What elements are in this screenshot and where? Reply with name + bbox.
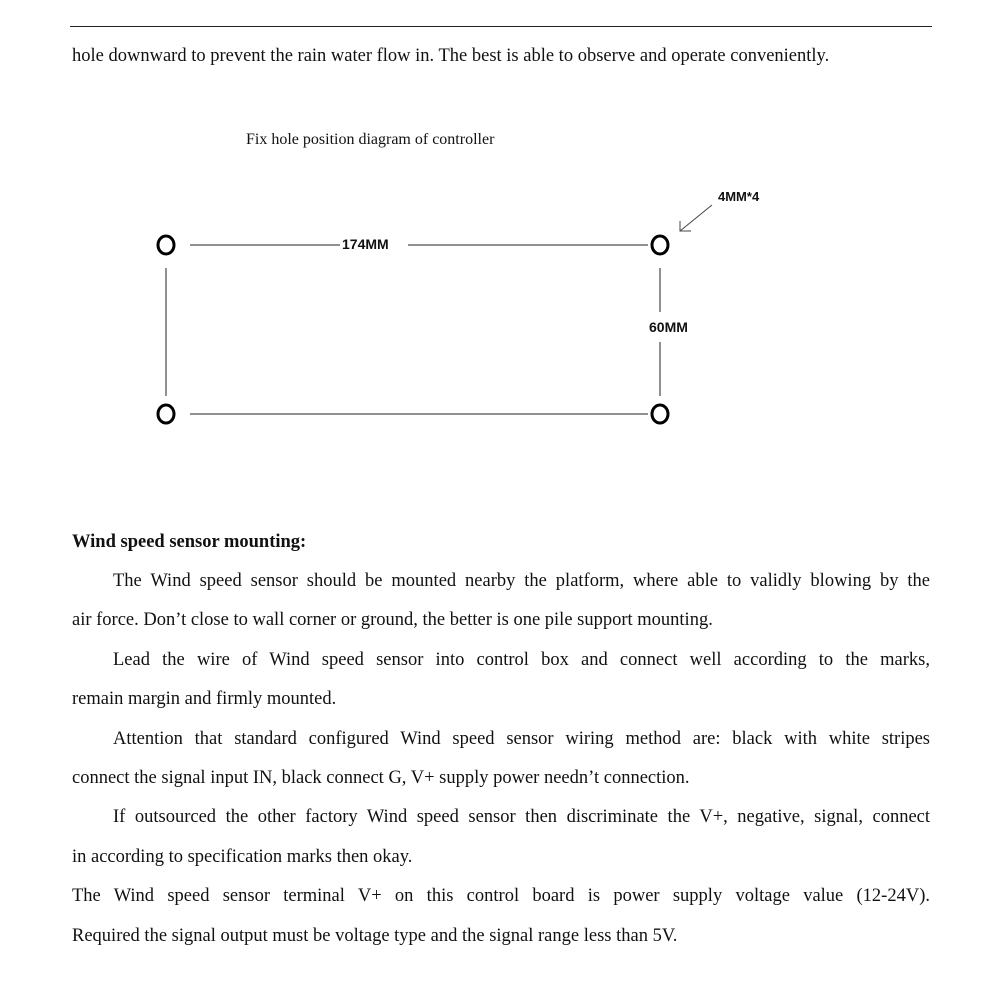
width-dimension-label: 174MM xyxy=(342,236,389,252)
body-line-5: Attention that standard configured Wind speed sensor wiring method are: black with white stripes xyxy=(113,729,930,749)
body-line-10: Required the signal output must be voltage type and the signal range less than 5V. xyxy=(72,926,678,946)
body-line-1: The Wind speed sensor should be mounted nearby the platform, where able to validly blowing by the xyxy=(113,571,930,591)
body-line-2: air force. Don’t close to wall corner or ground, the better is one pile support mounting. xyxy=(72,610,713,630)
section-heading: Wind speed sensor mounting: xyxy=(72,532,307,552)
body-line-4: remain margin and firmly mounted. xyxy=(72,689,337,709)
body-line-9: The Wind speed sensor terminal V+ on this control board is power supply voltage value (12-24V). xyxy=(72,886,930,906)
hole-arrow-line xyxy=(680,205,712,231)
diagram-caption: Fix hole position diagram of controller xyxy=(246,131,495,148)
body-line-6: connect the signal input IN, black connect G, V+ supply power needn’t connection. xyxy=(72,768,690,788)
intro-line: hole downward to prevent the rain water flow in. The best is able to observe and operate conveniently. xyxy=(72,46,830,66)
height-dimension-label: 60MM xyxy=(649,319,688,335)
hole-bottom-left xyxy=(158,405,174,423)
body-line-8: in according to specification marks then okay. xyxy=(72,847,413,867)
body-line-3: Lead the wire of Wind speed sensor into control box and connect well according to the marks, xyxy=(113,650,930,670)
hole-top-right xyxy=(652,236,668,254)
hole-top-left xyxy=(158,236,174,254)
body-line-7: If outsourced the other factory Wind speed sensor then discriminate the V+, negative, signal, connect xyxy=(113,807,930,827)
hole-bottom-right xyxy=(652,405,668,423)
hole-size-label: 4MM*4 xyxy=(718,189,760,204)
